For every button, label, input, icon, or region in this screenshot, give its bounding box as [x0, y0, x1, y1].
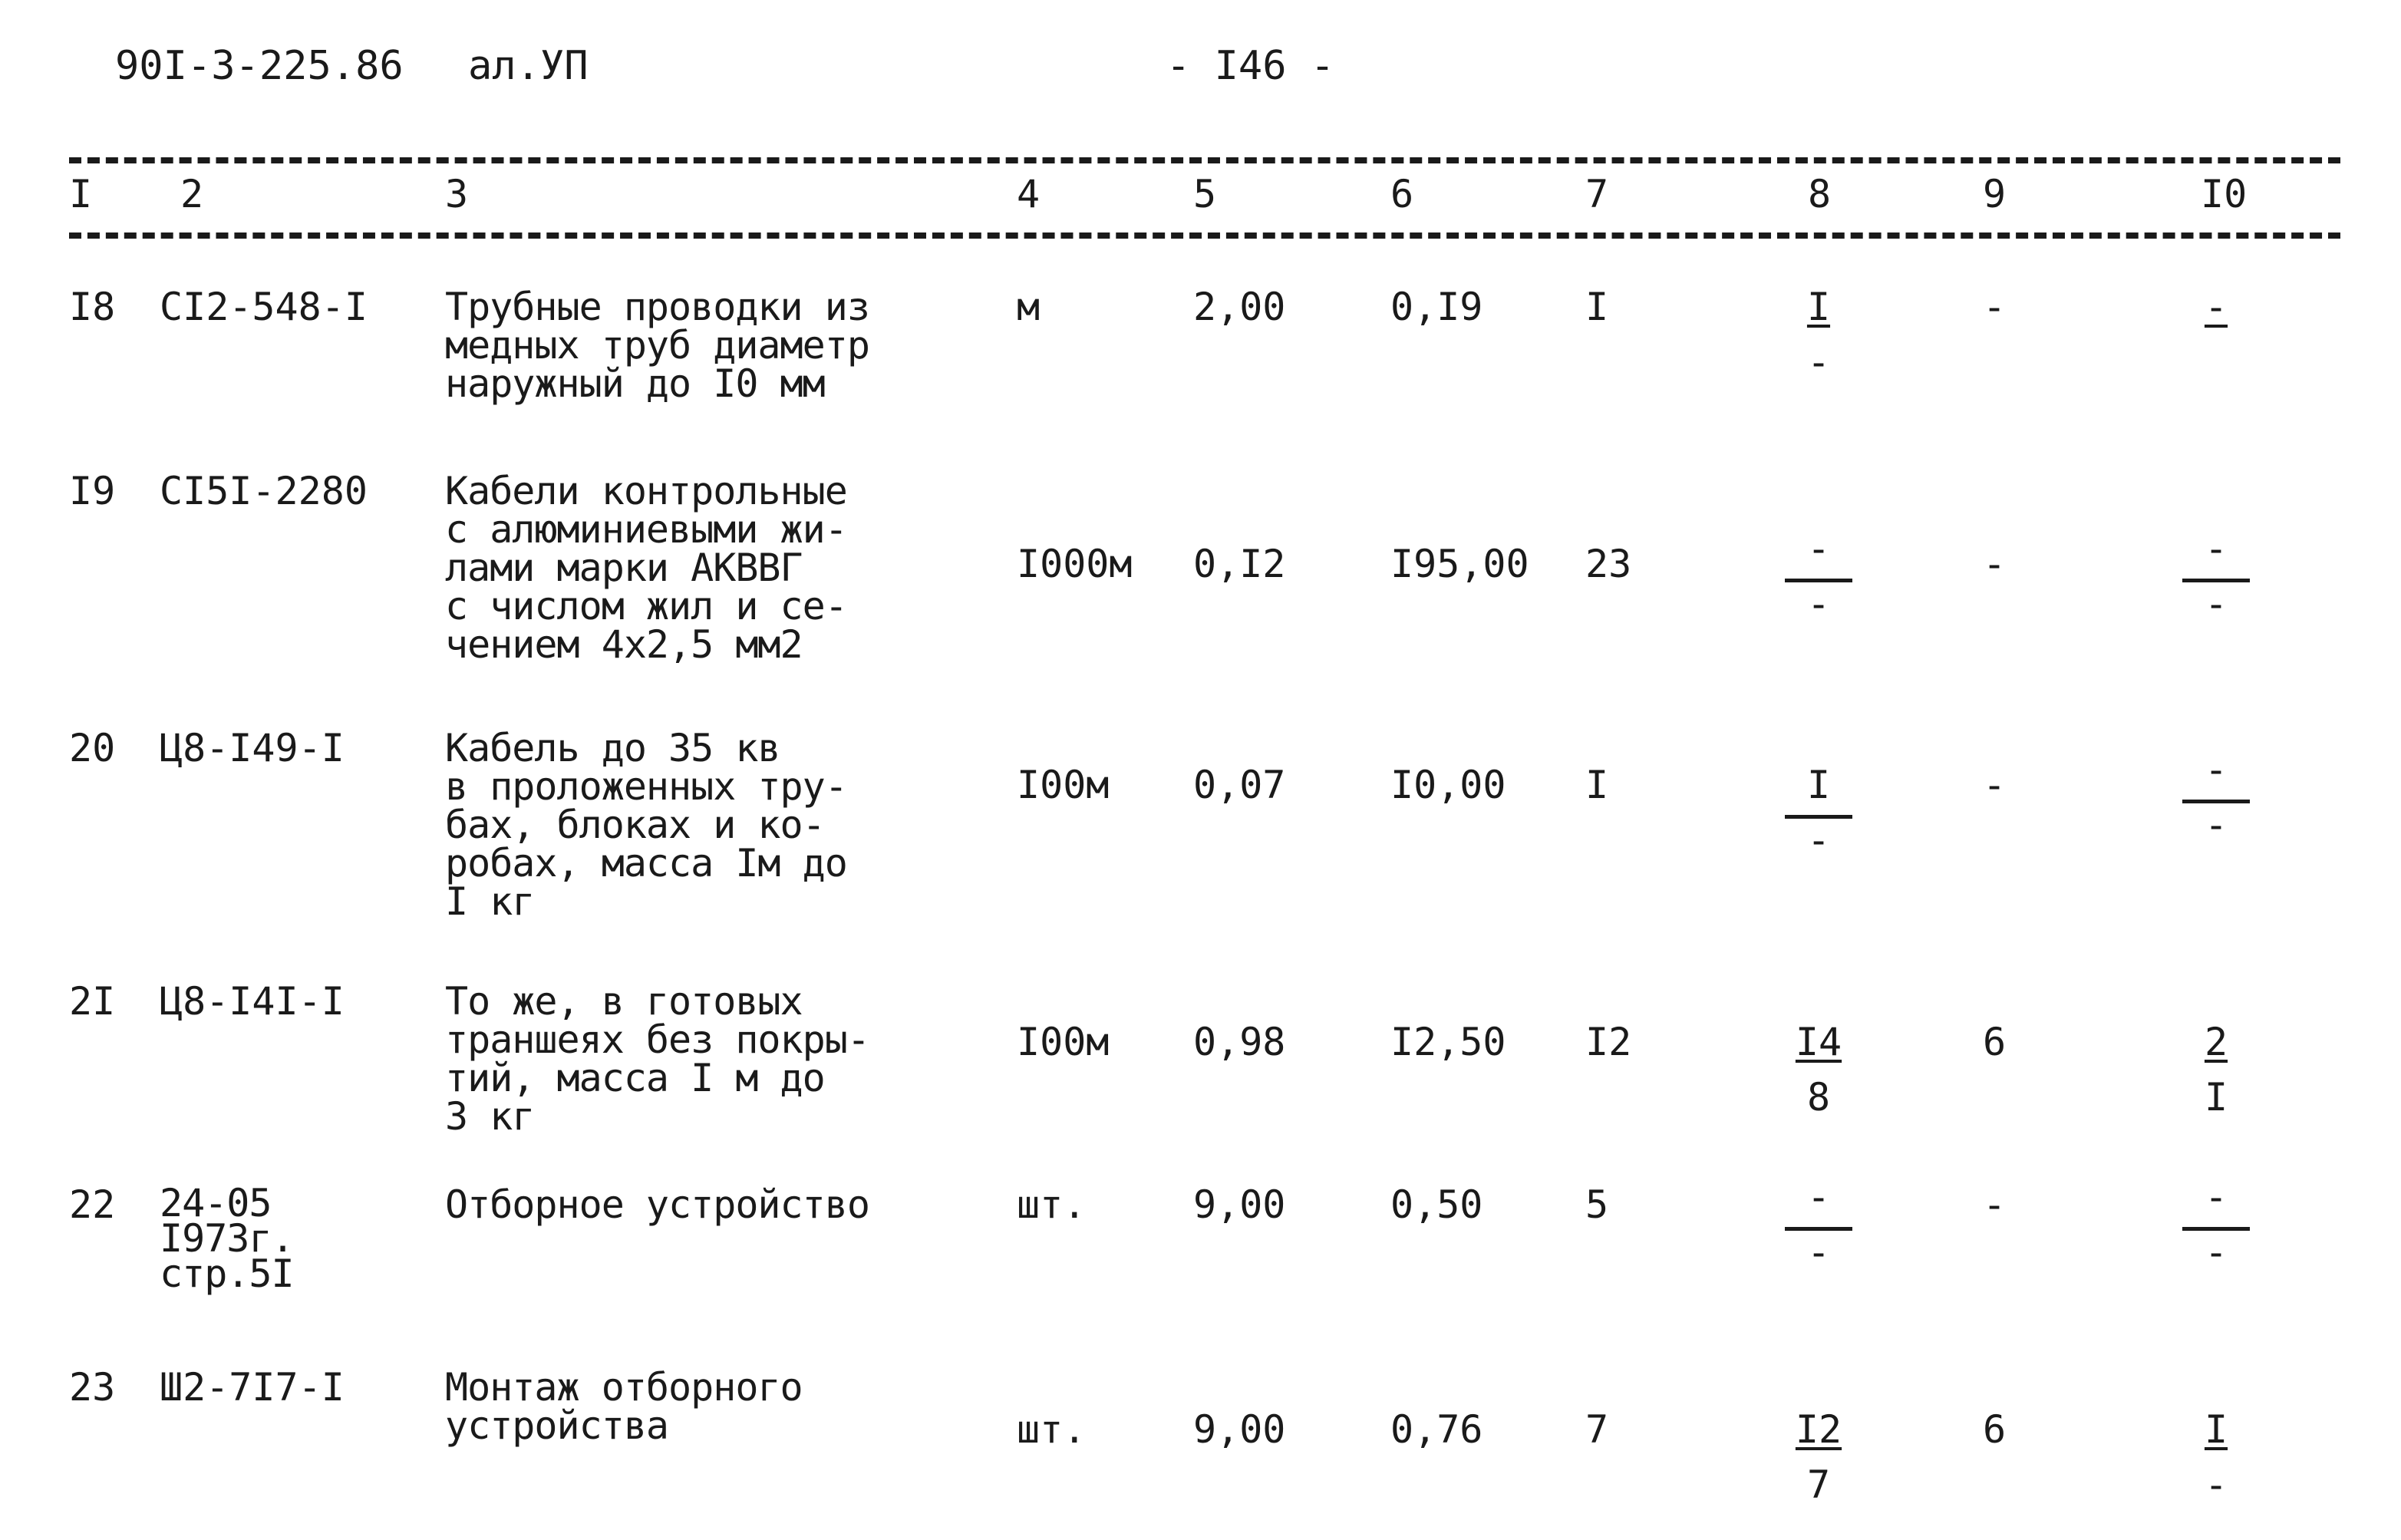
- quantity: 9,00: [1193, 1407, 1286, 1452]
- col9-value: -: [1983, 285, 2007, 329]
- col-header-6: 6: [1390, 172, 1414, 216]
- col6-value: I0,00: [1390, 763, 1506, 807]
- col8-fraction: [1780, 763, 1857, 862]
- row-number: 2I: [69, 979, 116, 1024]
- col10-fraction: [2178, 526, 2254, 626]
- unit: I000м: [1017, 542, 1133, 586]
- col10-bottom: -: [2204, 1463, 2228, 1507]
- col10-fraction: [2178, 1020, 2254, 1120]
- col8-top: -: [1806, 1175, 1831, 1219]
- unit: шт.: [1017, 1182, 1087, 1227]
- col10-bottom: -: [2204, 1230, 2228, 1275]
- rate-code: Ц8-I4I-I: [160, 979, 345, 1024]
- col10-bottom: -: [2204, 803, 2228, 847]
- col6-value: I95,00: [1390, 542, 1529, 586]
- work-description: То же, в готовых траншеях без покры- тий, масса I м до 3 кг: [445, 979, 869, 1139]
- rate-code: Ш2-7I7-I: [160, 1365, 345, 1410]
- col10-fraction: [2178, 1175, 2254, 1275]
- quantity: 0,07: [1193, 763, 1286, 807]
- col7-value: 23: [1585, 542, 1632, 586]
- row-number: 22: [69, 1182, 116, 1227]
- quantity: 2,00: [1193, 285, 1286, 329]
- work-description: Кабель до 35 кв в проложенных тру- бах, блоках и ко- робах, масса Iм до I кг: [445, 726, 847, 924]
- col-header-1: I: [69, 172, 93, 216]
- col7-value: 5: [1585, 1182, 1609, 1227]
- col10-fraction: [2178, 747, 2254, 847]
- work-description: Кабели контрольные с алюминиевыми жи- лами марки АКВВГ с числом жил и се- чением 4х2,5 мм2: [445, 469, 847, 667]
- col8-bottom: -: [1806, 582, 1831, 626]
- col7-value: 7: [1585, 1407, 1609, 1452]
- row-number: I8: [69, 285, 116, 329]
- col9-value: -: [1983, 763, 2007, 807]
- quantity: 0,I2: [1193, 542, 1286, 586]
- unit: I00м: [1017, 1020, 1110, 1064]
- col9-value: 6: [1983, 1407, 2007, 1452]
- col6-value: 0,76: [1390, 1407, 1483, 1452]
- col10-top: I: [2204, 1407, 2228, 1452]
- col6-value: I2,50: [1390, 1020, 1506, 1064]
- col10-top: -: [2204, 526, 2228, 571]
- header-top-rule: [69, 157, 2340, 163]
- col-header-7: 7: [1585, 172, 1609, 216]
- col8-fraction: [1780, 1175, 1857, 1275]
- col7-value: I: [1585, 285, 1609, 329]
- col9-value: -: [1983, 1182, 2007, 1227]
- col7-value: I: [1585, 763, 1609, 807]
- col8-fraction: [1780, 285, 1857, 384]
- work-description: Трубные проводки из медных труб диаметр наружный до I0 мм: [445, 285, 869, 406]
- col-header-10: I0: [2201, 172, 2248, 216]
- col10-fraction: [2178, 1407, 2254, 1507]
- rate-code: Ц8-I49-I: [160, 726, 345, 770]
- quantity: 0,98: [1193, 1020, 1286, 1064]
- document-code: 90I-3-225.86: [115, 43, 404, 89]
- page-number: - I46 -: [1166, 43, 1335, 89]
- col8-bottom: 8: [1806, 1075, 1831, 1120]
- col8-fraction: [1780, 1020, 1857, 1120]
- unit: I00м: [1017, 763, 1110, 807]
- col8-top: I4: [1795, 1020, 1842, 1064]
- col8-fraction: [1780, 526, 1857, 626]
- col6-value: 0,50: [1390, 1182, 1483, 1227]
- col7-value: I2: [1585, 1020, 1632, 1064]
- col8-top: I: [1806, 763, 1831, 807]
- col10-top: -: [2204, 747, 2228, 792]
- rate-code: CI5I-2280: [160, 469, 368, 513]
- col10-top: -: [2204, 1175, 2228, 1219]
- rate-code: 24-05 I973г. стр.5I: [160, 1181, 294, 1296]
- col8-fraction: [1780, 1407, 1857, 1507]
- col8-bottom: -: [1806, 1230, 1831, 1275]
- work-description: Монтаж отборного устройства: [445, 1365, 803, 1448]
- col-header-2: 2: [180, 172, 204, 216]
- col8-top: I: [1806, 285, 1831, 329]
- col9-value: -: [1983, 542, 2007, 586]
- quantity: 9,00: [1193, 1182, 1286, 1227]
- col-header-3: 3: [445, 172, 469, 216]
- col8-top: I2: [1795, 1407, 1842, 1452]
- col-header-4: 4: [1017, 172, 1041, 216]
- row-number: I9: [69, 469, 116, 513]
- col10-top: -: [2204, 285, 2228, 329]
- col-header-9: 9: [1983, 172, 2007, 216]
- header-bottom-rule: [69, 232, 2340, 239]
- col8-bottom: -: [1806, 340, 1831, 384]
- col8-bottom: 7: [1806, 1463, 1831, 1507]
- row-number: 20: [69, 726, 116, 770]
- unit: м: [1017, 285, 1041, 329]
- col8-bottom: -: [1806, 818, 1831, 862]
- col8-top: -: [1806, 526, 1831, 571]
- work-description: Отборное устройство: [445, 1182, 869, 1227]
- col10-top: 2: [2204, 1020, 2228, 1064]
- rate-code: CI2-548-I: [160, 285, 368, 329]
- col10-bottom: I: [2204, 1075, 2228, 1120]
- col-header-5: 5: [1193, 172, 1217, 216]
- col-header-8: 8: [1808, 172, 1832, 216]
- col6-value: 0,I9: [1390, 285, 1483, 329]
- unit: шт.: [1017, 1407, 1087, 1452]
- col10-fraction: [2178, 285, 2254, 372]
- col9-value: 6: [1983, 1020, 2007, 1064]
- col10-bottom: -: [2204, 582, 2228, 626]
- row-number: 23: [69, 1365, 116, 1410]
- album-label: ал.УП: [468, 43, 589, 89]
